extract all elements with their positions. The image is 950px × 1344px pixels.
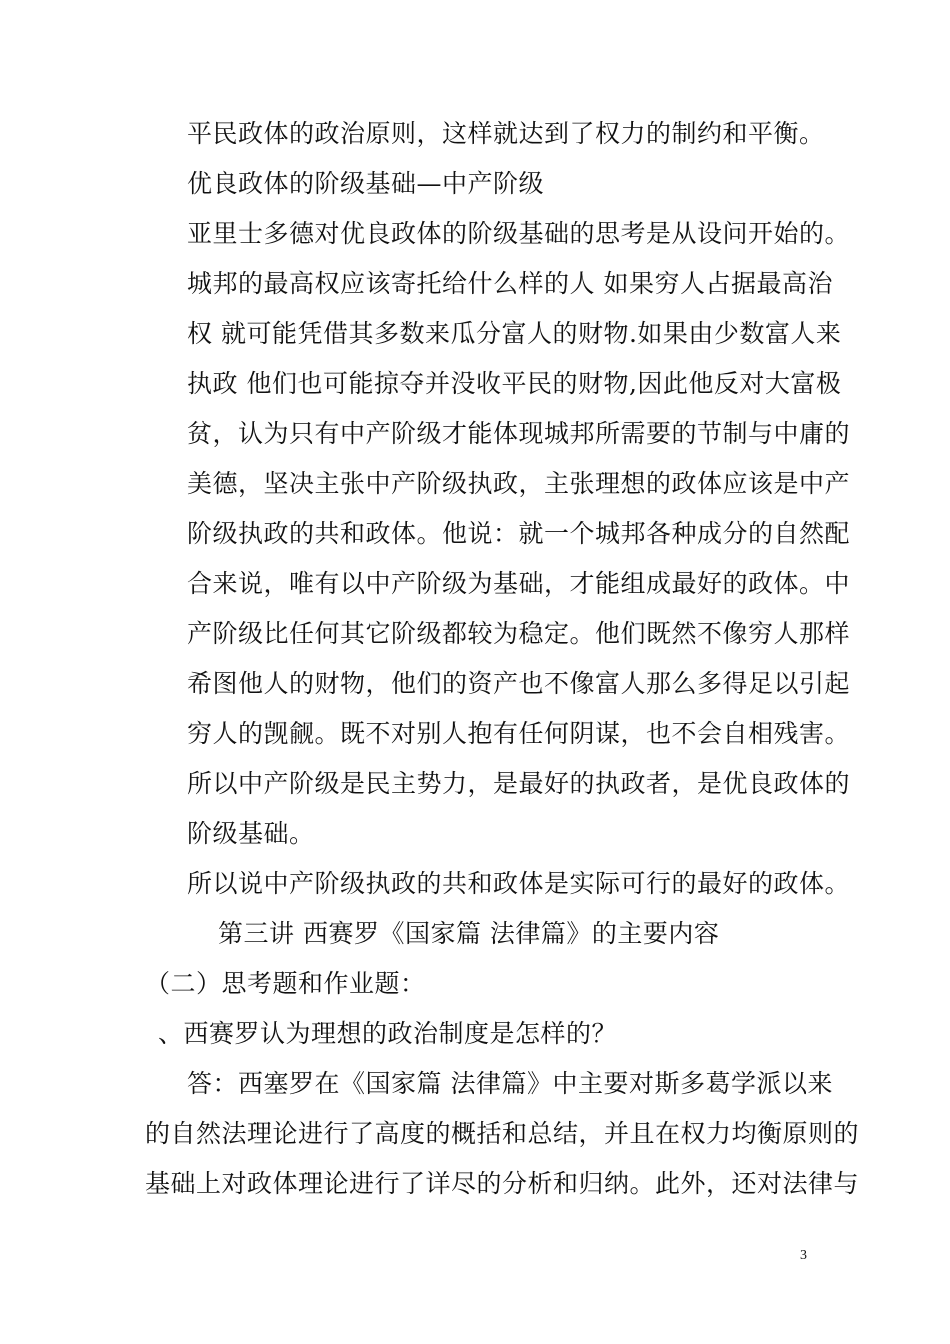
text-line-7: 贫，认为只有中产阶级才能体现城邦所需要的节制与中庸的	[187, 419, 851, 448]
text-line-15: 阶级基础。	[187, 819, 315, 848]
text-line-1: 平民政体的政治原则，这样就达到了权力的制约和平衡。	[187, 119, 825, 148]
question-line: 、西赛罗认为理想的政治制度是怎样的？	[158, 1019, 618, 1048]
answer-line-1: 答：西塞罗在《国家篇 法律篇》中主要对斯多葛学派以来	[187, 1069, 833, 1098]
lecture-heading: 第三讲 西赛罗《国家篇 法律篇》的主要内容	[218, 919, 720, 948]
text-line-4: 城邦的最高权应该寄托给什么样的人 如果穷人占据最高治	[187, 269, 833, 298]
text-line-11: 产阶级比任何其它阶级都较为稳定。他们既然不像穷人那样	[187, 619, 851, 648]
section-heading-questions: （二）思考题和作业题：	[145, 969, 426, 998]
text-line-14: 所以中产阶级是民主势力，是最好的执政者，是优良政体的	[187, 769, 851, 798]
answer-line-2: 的自然法理论进行了高度的概括和总结，并且在权力均衡原则的	[145, 1119, 860, 1148]
text-line-13: 穷人的觊觎。既不对别人抱有任何阴谋，也不会自相残害。	[187, 719, 851, 748]
text-line-9: 阶级执政的共和政体。他说：就一个城邦各种成分的自然配	[187, 519, 851, 548]
text-line-8: 美德，坚决主张中产阶级执政，主张理想的政体应该是中产	[187, 469, 851, 498]
text-line-3: 亚里士多德对优良政体的阶级基础的思考是从设问开始的。	[187, 219, 851, 248]
text-line-12: 希图他人的财物，他们的资产也不像富人那么多得足以引起	[187, 669, 851, 698]
section-heading-middle-class: 优良政体的阶级基础—中产阶级	[187, 169, 545, 198]
answer-line-3: 基础上对政体理论进行了详尽的分析和归纳。此外，还对法律与	[145, 1169, 860, 1198]
text-line-5: 权 就可能凭借其多数来瓜分富人的财物.如果由少数富人来	[187, 319, 842, 348]
text-line-10: 合来说，唯有以中产阶级为基础，才能组成最好的政体。中	[187, 569, 851, 598]
page-number: 3	[800, 1248, 807, 1263]
text-line-16: 所以说中产阶级执政的共和政体是实际可行的最好的政体。	[187, 869, 851, 898]
text-line-6: 执政 他们也可能掠夺并没收平民的财物,因此他反对大富极	[187, 369, 842, 398]
